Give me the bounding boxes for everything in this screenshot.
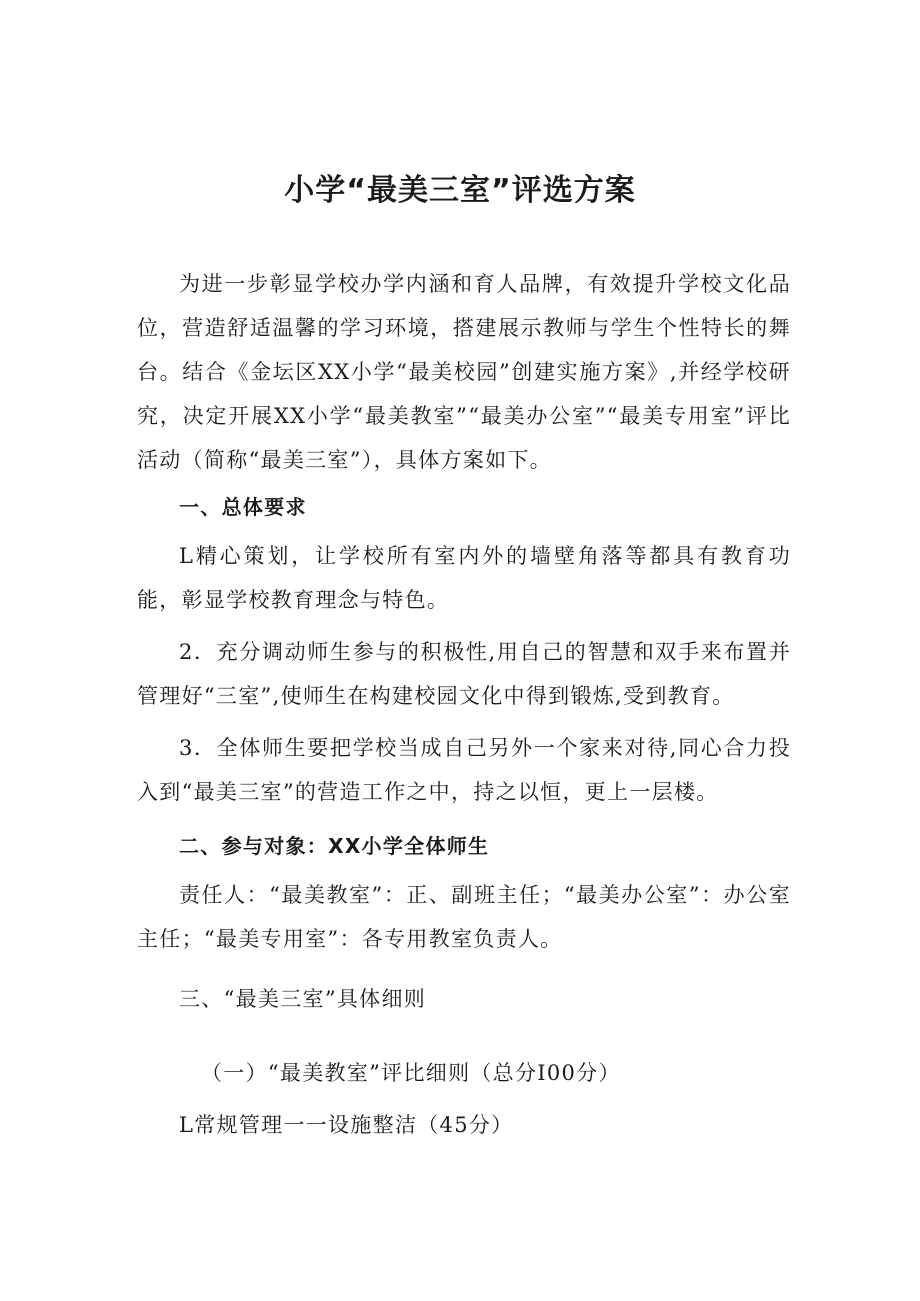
- section-1-item-1: L精心策划，让学校所有室内外的墙壁角落等都具有教育功能，彰显学校教育理念与特色。: [137, 544, 791, 612]
- section-2-heading: 二、参与对象：XX小学全体师生: [179, 834, 490, 858]
- section-3-heading: 三、“最美三室”具体细则: [179, 987, 427, 1011]
- section-1-heading: 一、总体要求: [179, 495, 307, 519]
- section-1-item-3: 3．全体师生要把学校当成自己另外一个家来对待,同心合力投入到“最美三室”的营造工作之中，持之以恒，更上一层楼。: [137, 736, 791, 804]
- intro-paragraph: 为进一步彰显学校办学内涵和育人品牌，有效提升学校文化品位，营造舒适温馨的学习环境，搭建展示教师与学生个性特长的舞台。结合《金坛区XX小学“最美校园”创建实施方案》,并经学校研究，决定开展XX小学“最美教室”“最美办公室”“最美专用室”评比活动（简称“最美三室”），具体方案如下。: [137, 272, 791, 472]
- subsection-1-heading: （一）“最美教室”评比细则（总分I00分）: [201, 1061, 621, 1085]
- document-body: [137, 262, 791, 1147]
- responsible-persons-paragraph: 责任人：“最美教室”：正、副班主任；“最美办公室”：办公室主任；“最美专用室”：各专用教室负责人。: [137, 883, 791, 951]
- section-1-item-2: 2．充分调动师生参与的积极性,用自己的智慧和双手来布置并管理好“三室”,使师生在构建校园文化中得到锻炼,受到教育。: [137, 640, 791, 708]
- document-title: 小学“最美三室”评选方案: [284, 173, 636, 208]
- section-3-item-1: L常规管理一一设施整洁（45分）: [179, 1113, 514, 1137]
